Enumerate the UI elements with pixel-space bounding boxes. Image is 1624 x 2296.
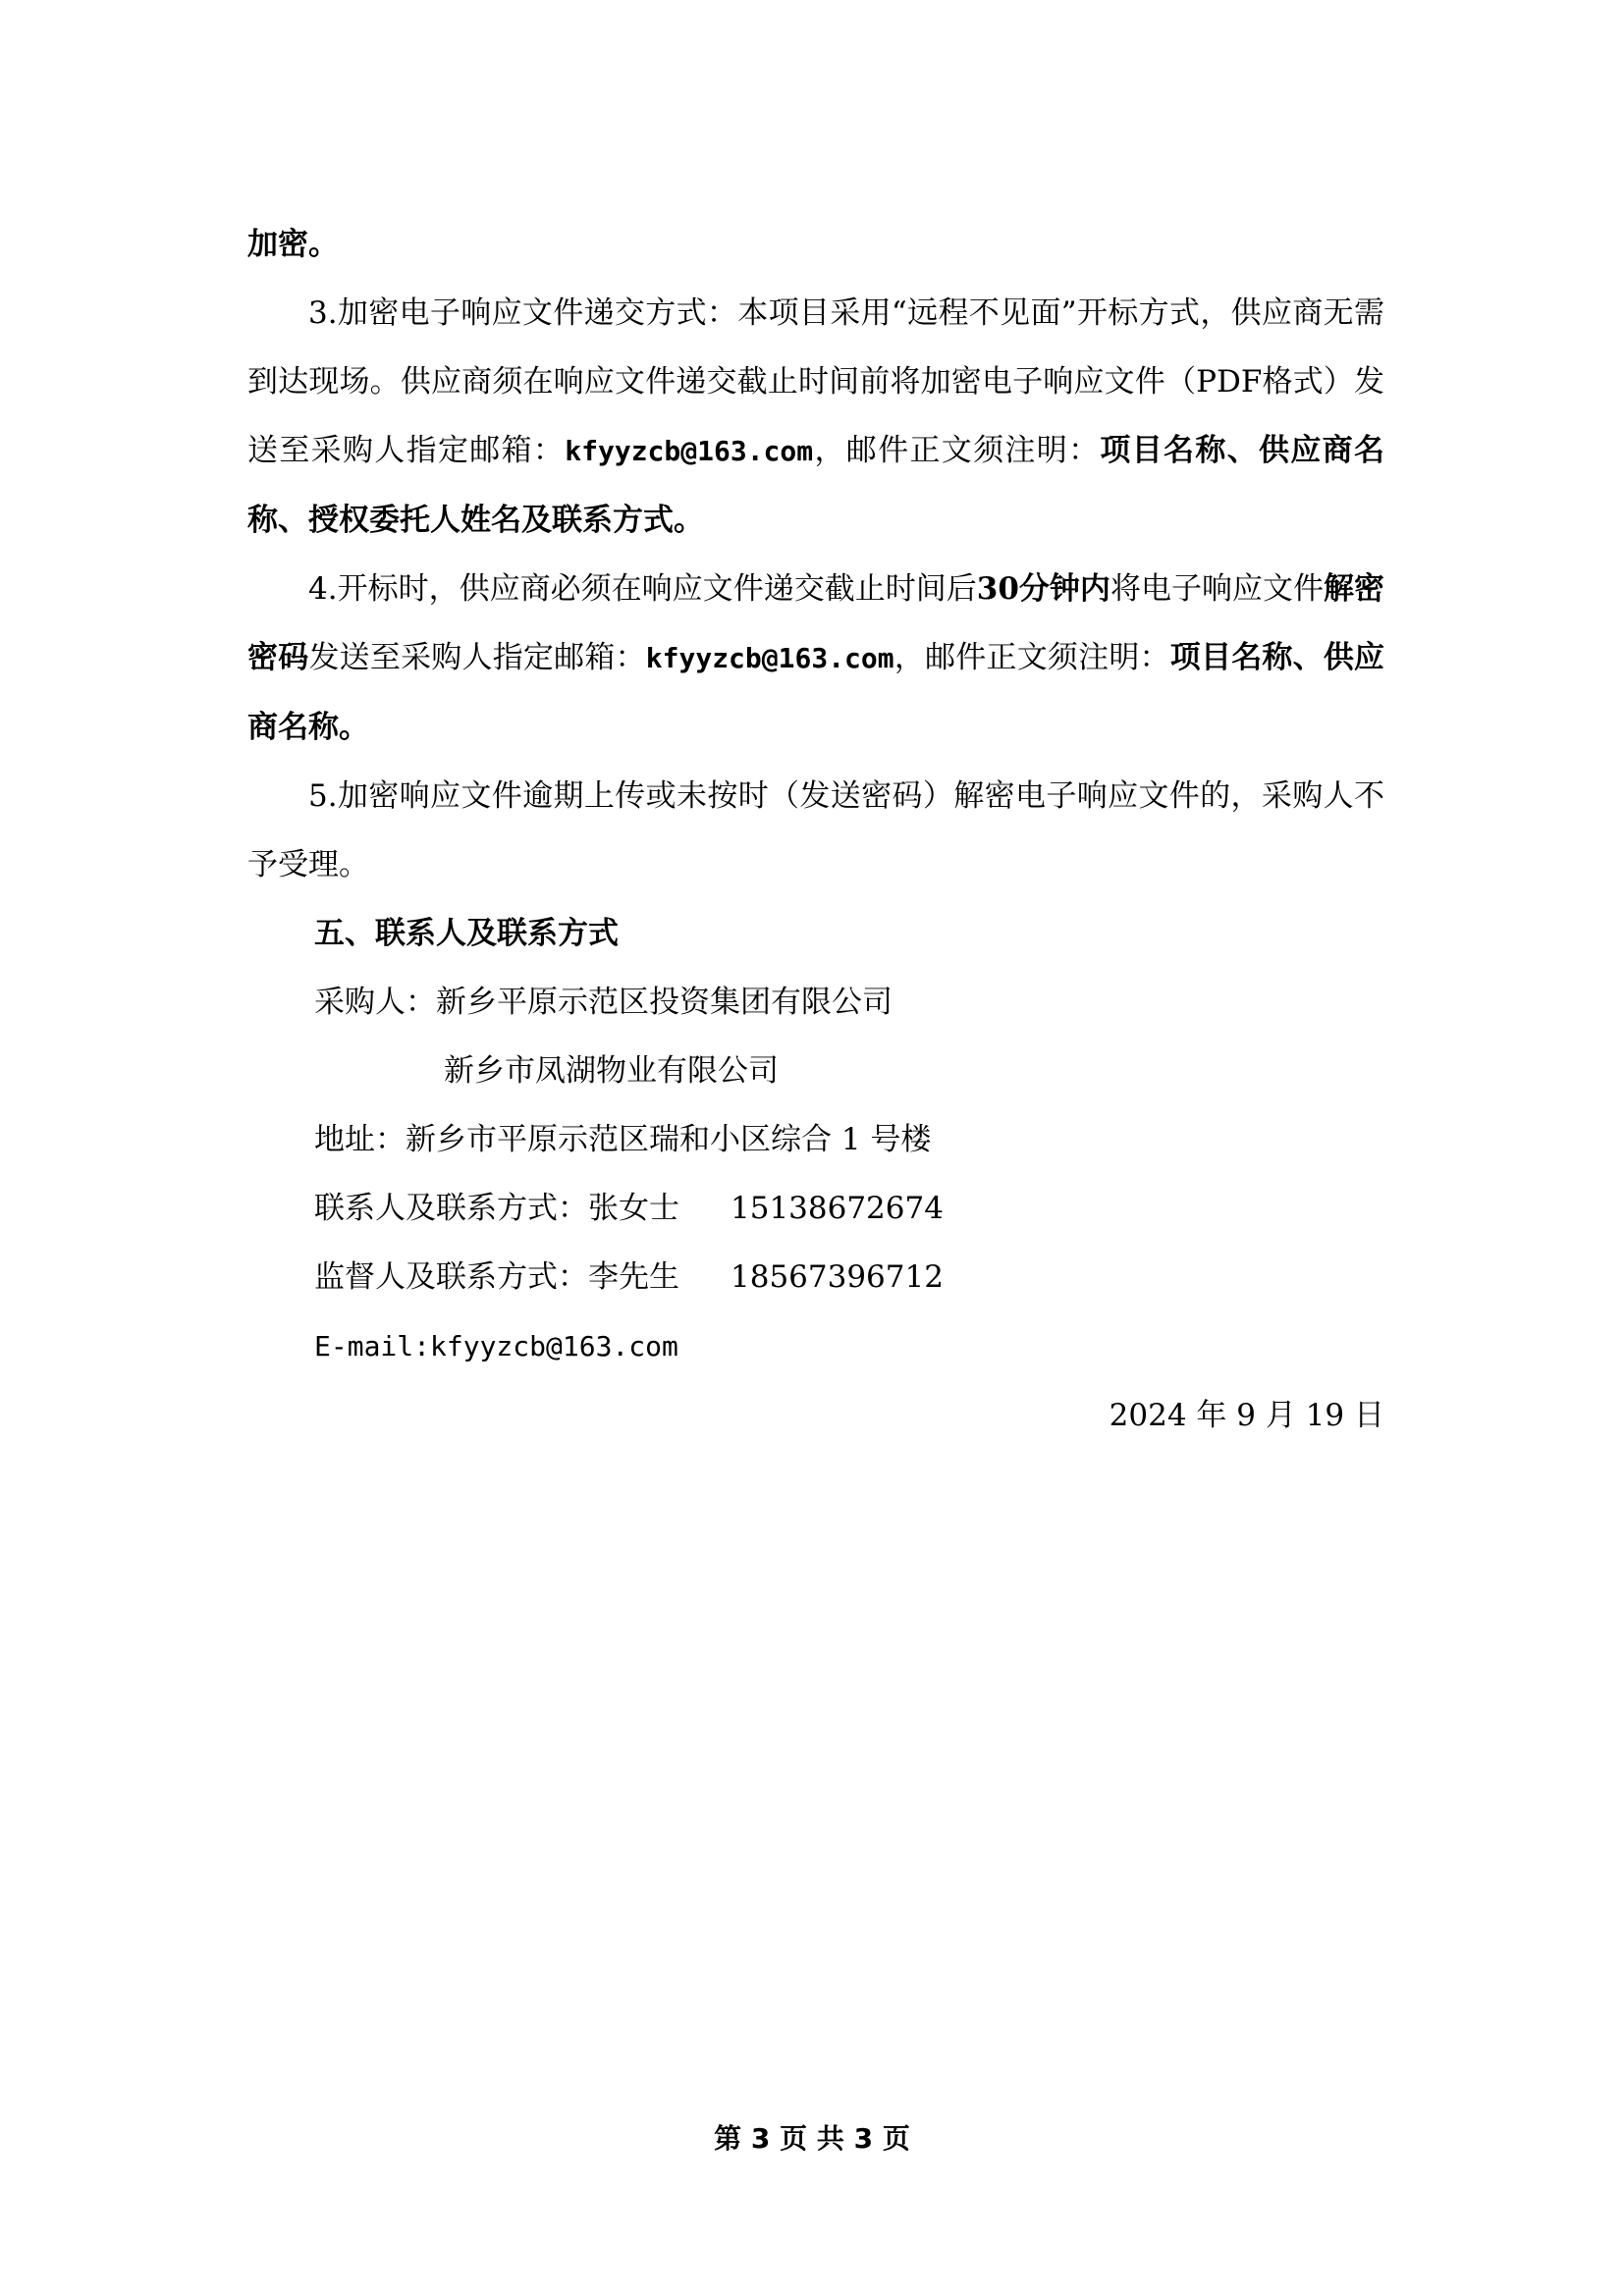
item-3-bold: 项目名称、供应商名称、授权委托人姓名及联系方式。 (247, 433, 1385, 538)
item-4-bold: 项目名称、供应商名称。 (247, 640, 1385, 745)
item-4-text-d: ，邮件正文须注明： (893, 640, 1170, 675)
item-4-bold-time: 30分钟内 (976, 571, 1110, 607)
item-4-paragraph (247, 555, 1384, 762)
page-footer (0, 2117, 1624, 2157)
item-5-text: 5.加密响应文件逾期上传或未按时（发送密码）解密电子响应文件的，采购人不予受理。 (247, 778, 1384, 882)
item-3-text-b: ，邮件正文须注明： (813, 433, 1101, 468)
purchaser-line (247, 968, 1384, 1037)
supervisor-phone: 18567396712 (731, 1259, 944, 1295)
document-date (247, 1381, 1384, 1450)
purchaser-line-2 (247, 1037, 1384, 1105)
intro-tail-text: 加密。 (247, 227, 339, 262)
address-line (247, 1105, 1384, 1174)
purchaser-name-2: 新乡市凤湖物业有限公司 (444, 1053, 779, 1089)
address-text: 地址：新乡市平原示范区瑞和小区综合 1 号楼 (314, 1122, 932, 1157)
item-5-paragraph (247, 762, 1384, 899)
contact-label: 联系人及联系方式：张女士 (314, 1191, 679, 1226)
item-4-email: kfyyzcb@163.com (645, 642, 894, 674)
page-number: 第 3 页 共 3 页 (714, 2122, 910, 2155)
item-3-email: kfyyzcb@163.com (565, 435, 814, 467)
purchaser-name-1: 新乡平原示范区投资集团有限公司 (436, 985, 893, 1020)
item-4-text-b: 将电子响应文件 (1110, 571, 1325, 607)
document-body (247, 210, 1384, 1450)
section-5-heading-text: 五、联系人及联系方式 (314, 916, 619, 951)
document-date-text: 2024 年 9 月 19 日 (1109, 1398, 1384, 1433)
intro-tail (247, 210, 1384, 279)
item-3-paragraph (247, 279, 1384, 555)
purchaser-label: 采购人： (314, 985, 436, 1020)
email-line (247, 1311, 1384, 1381)
supervisor-line (247, 1243, 1384, 1311)
contact-line (247, 1174, 1384, 1243)
item-4-text-a: 4.开标时，供应商必须在响应文件递交截止时间后 (308, 571, 977, 607)
section-5-heading (247, 899, 1384, 968)
item-4-text-c: 发送至采购人指定邮箱： (308, 640, 646, 675)
item-4-bold-password: 解密密码 (247, 571, 1385, 675)
contact-phone: 15138672674 (731, 1191, 944, 1226)
supervisor-label: 监督人及联系方式：李先生 (314, 1259, 679, 1295)
email-text: E-mail:kfyyzcb@163.com (314, 1330, 678, 1362)
item-3-text-a: 3.加密电子响应文件递交方式：本项目采用“远程不见面”开标方式，供应商无需到达现场。供应商须在响应文件递交截止时间前将加密电子响应文件（PDF格式）发送至采购人指定邮箱： (247, 295, 1384, 468)
